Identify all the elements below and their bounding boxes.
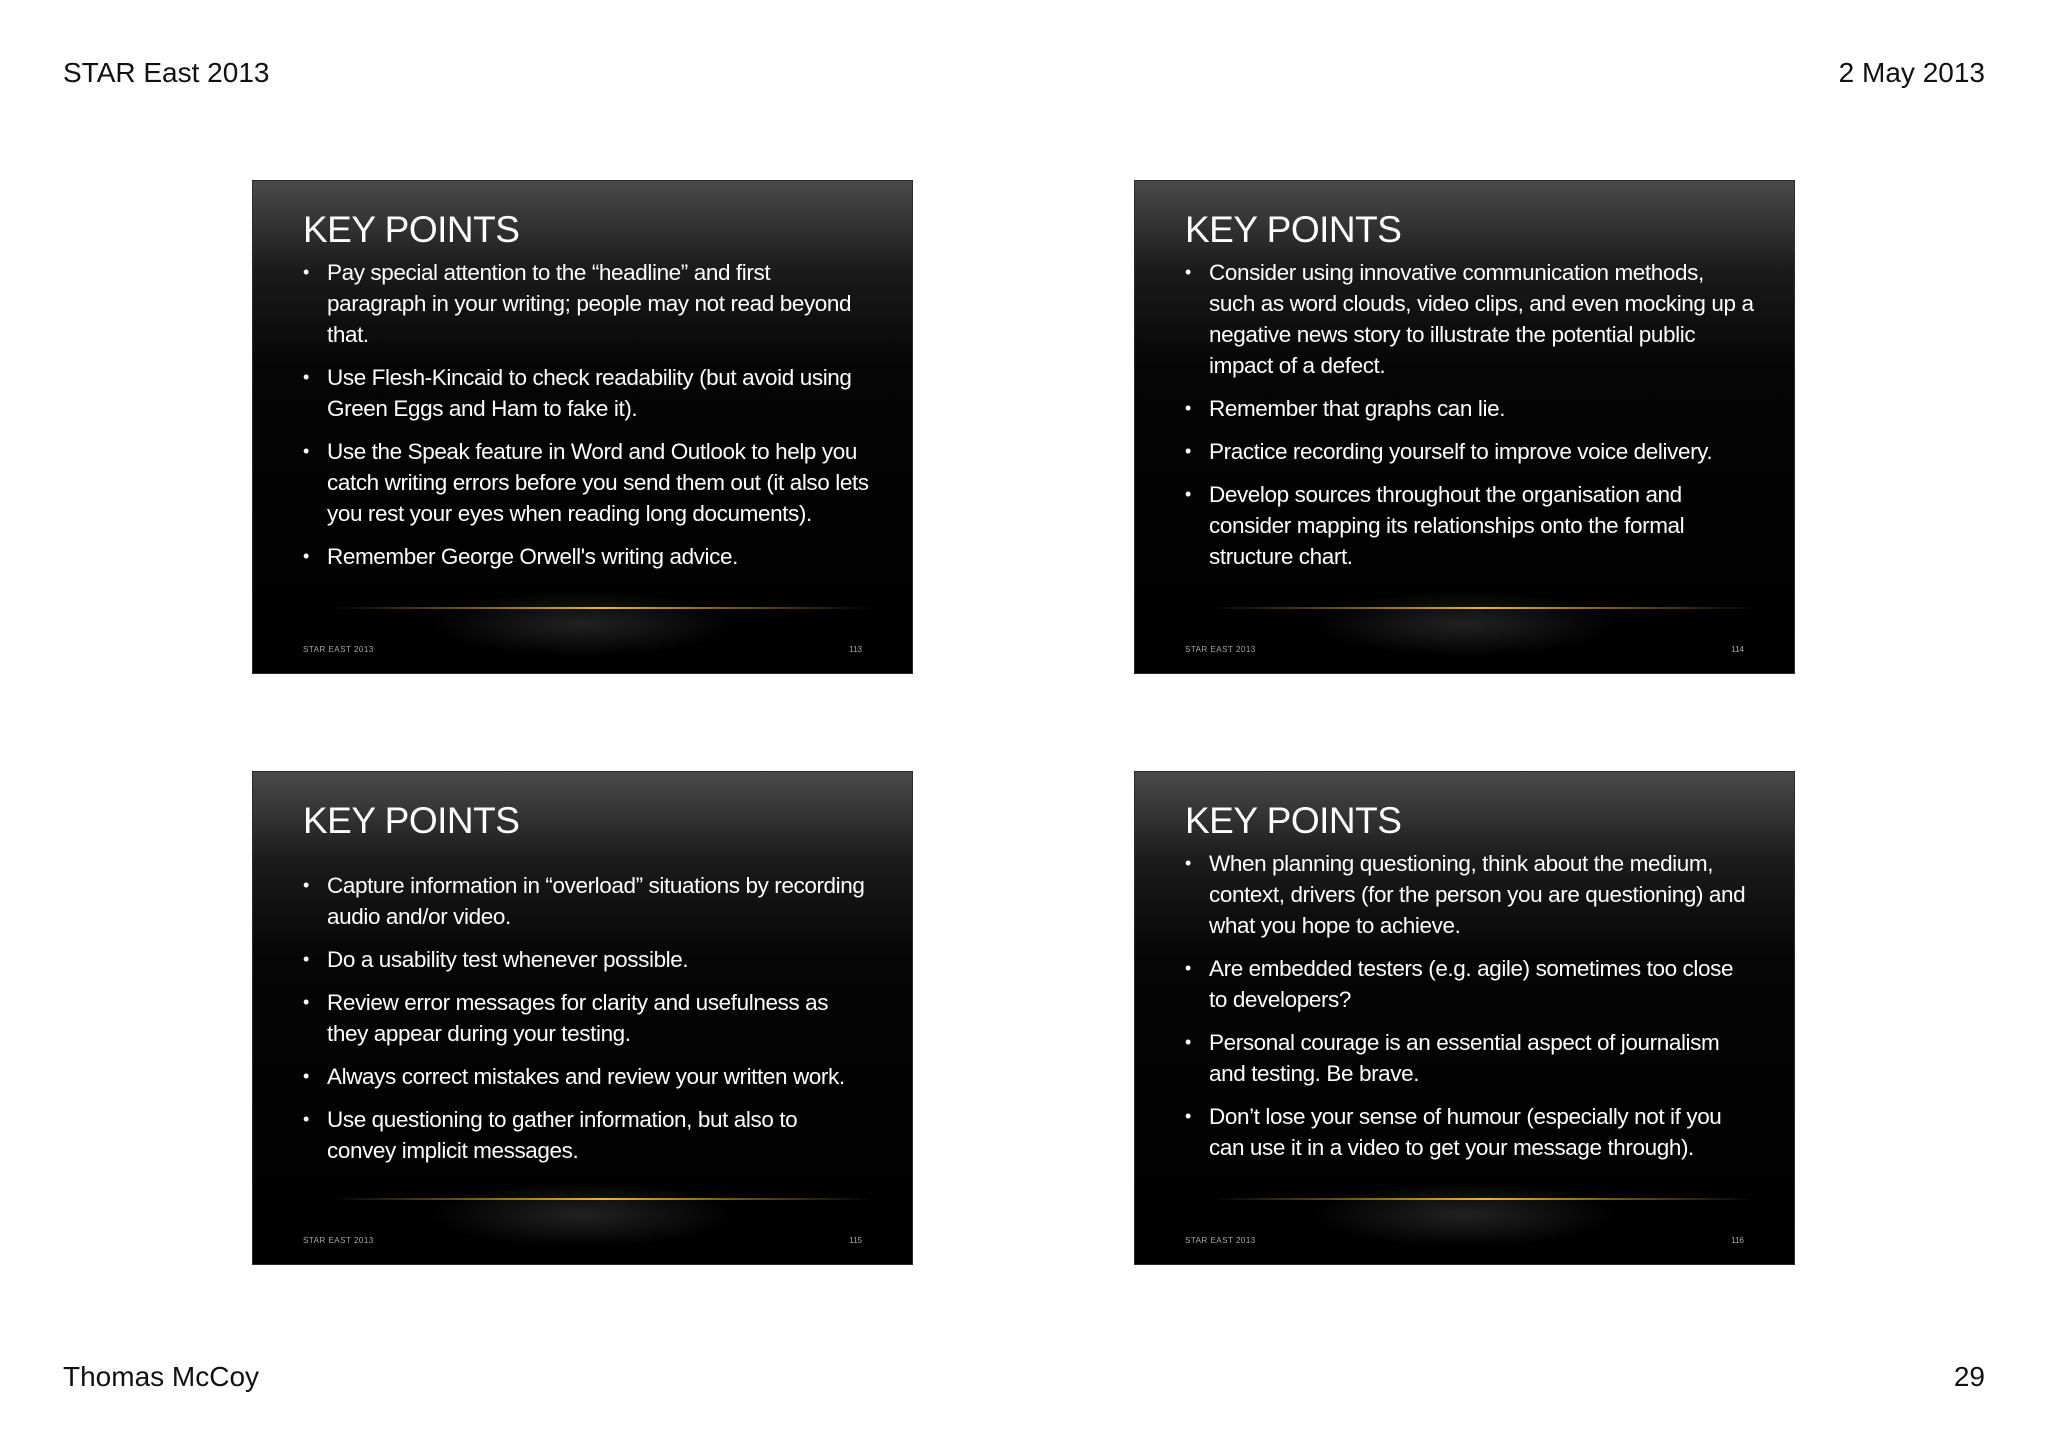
- bullet-text: Are embedded testers (e.g. agile) sometimes too close to developers?: [1209, 956, 1734, 1012]
- bullet-text: Do a usability test whenever possible.: [327, 947, 689, 972]
- slide-113: [252, 180, 913, 674]
- bullet-text: Always correct mistakes and review your written work.: [327, 1064, 845, 1089]
- bullet-item: [303, 541, 872, 572]
- page-header-date: 2 May 2013: [1838, 57, 1985, 88]
- bullet-text: Don’t lose your sense of humour (especially not if you can use it in a video to get your message through).: [1209, 1104, 1722, 1160]
- divider-glow-line: [1215, 607, 1754, 609]
- bullet-dot-icon: •: [1185, 853, 1191, 873]
- bullet-dot-icon: •: [303, 441, 309, 461]
- slide-title: KEY POINTS: [1185, 209, 1402, 250]
- bullet-list: [1185, 257, 1754, 584]
- page-header-event: STAR East 2013: [63, 57, 270, 88]
- bullet-list: [303, 257, 872, 584]
- bullet-item: [303, 944, 872, 975]
- bullet-dot-icon: •: [1185, 398, 1191, 418]
- slide-number: 113: [849, 645, 862, 654]
- bullet-item: [1185, 953, 1754, 1015]
- bullet-text: Capture information in “overload” situations by recording audio and/or video.: [327, 873, 865, 929]
- bullet-text: Practice recording yourself to improve voice delivery.: [1209, 439, 1713, 464]
- bullet-text: Use questioning to gather information, but also to convey implicit messages.: [327, 1107, 798, 1163]
- bullet-text: Remember George Orwell's writing advice.: [327, 544, 738, 569]
- bullet-dot-icon: •: [303, 992, 309, 1012]
- bullet-list: [303, 870, 872, 1178]
- bullet-item: [1185, 479, 1754, 572]
- bullet-dot-icon: •: [1185, 441, 1191, 461]
- page-number: 29: [1953, 1361, 1985, 1392]
- bullet-list: [1185, 848, 1754, 1175]
- bullet-dot-icon: •: [303, 949, 309, 969]
- bullet-dot-icon: •: [1185, 1106, 1191, 1126]
- slide-footer-label: STAR EAST 2013: [303, 1236, 374, 1245]
- bullet-dot-icon: •: [1185, 1032, 1191, 1052]
- slide-116: [1134, 771, 1795, 1265]
- bullet-text: Use Flesh-Kincaid to check readability (but avoid using Green Eggs and Ham to fake it).: [327, 365, 852, 421]
- bullet-dot-icon: •: [303, 1066, 309, 1086]
- bullet-text: Remember that graphs can lie.: [1209, 396, 1506, 421]
- slide-number: 116: [1731, 1236, 1744, 1245]
- bullet-dot-icon: •: [303, 1109, 309, 1129]
- slide-footer-label: STAR EAST 2013: [1185, 645, 1256, 654]
- bullet-dot-icon: •: [303, 546, 309, 566]
- divider-glow-line: [1215, 1198, 1754, 1200]
- bullet-dot-icon: •: [303, 367, 309, 387]
- bullet-dot-icon: •: [1185, 484, 1191, 504]
- divider-glow-line: [333, 1198, 872, 1200]
- bullet-item: [1185, 436, 1754, 467]
- bullet-item: [303, 436, 872, 529]
- slide-114: [1134, 180, 1795, 674]
- bullet-item: [1185, 1027, 1754, 1089]
- bullet-dot-icon: •: [303, 875, 309, 895]
- bullet-text: Use the Speak feature in Word and Outlook to help you catch writing errors before you send them out (it also lets you rest your eyes when reading long documents).: [327, 439, 869, 526]
- slide-footer-label: STAR EAST 2013: [303, 645, 374, 654]
- bullet-item: [1185, 848, 1754, 941]
- bullet-text: Consider using innovative communication methods, such as word clouds, video clips, and even mocking up a negative news story to illustrate the potential public impact of a defect.: [1209, 260, 1754, 378]
- bullet-dot-icon: •: [303, 262, 309, 282]
- bullet-text: Pay special attention to the “headline” and first paragraph in your writing; people may not read beyond that.: [327, 260, 852, 347]
- bullet-item: [303, 257, 872, 350]
- bullet-item: [303, 362, 872, 424]
- page-footer-author: Thomas McCoy: [63, 1361, 260, 1392]
- slide-footer-label: STAR EAST 2013: [1185, 1236, 1256, 1245]
- slide-number: 115: [849, 1236, 862, 1245]
- bullet-item: [303, 1061, 872, 1092]
- slide-115: [252, 771, 913, 1265]
- bullet-text: When planning questioning, think about the medium, context, drivers (for the person you are questioning) and what you hope to achieve.: [1209, 851, 1746, 938]
- bullet-item: [303, 987, 872, 1049]
- bullet-item: [1185, 393, 1754, 424]
- bullet-text: Review error messages for clarity and usefulness as they appear during your testing.: [327, 990, 829, 1046]
- slide-title: KEY POINTS: [303, 209, 520, 250]
- bullet-text: Develop sources throughout the organisation and consider mapping its relationships onto the formal structure chart.: [1209, 482, 1685, 569]
- slide-title: KEY POINTS: [1185, 800, 1402, 841]
- bullet-text: Personal courage is an essential aspect of journalism and testing. Be brave.: [1209, 1030, 1720, 1086]
- slide-number: 114: [1731, 645, 1744, 654]
- bullet-dot-icon: •: [1185, 958, 1191, 978]
- bullet-item: [303, 1104, 872, 1166]
- bullet-item: [303, 870, 872, 932]
- bullet-item: [1185, 257, 1754, 381]
- bullet-dot-icon: •: [1185, 262, 1191, 282]
- divider-glow-line: [333, 607, 872, 609]
- slide-title: KEY POINTS: [303, 800, 520, 841]
- bullet-item: [1185, 1101, 1754, 1163]
